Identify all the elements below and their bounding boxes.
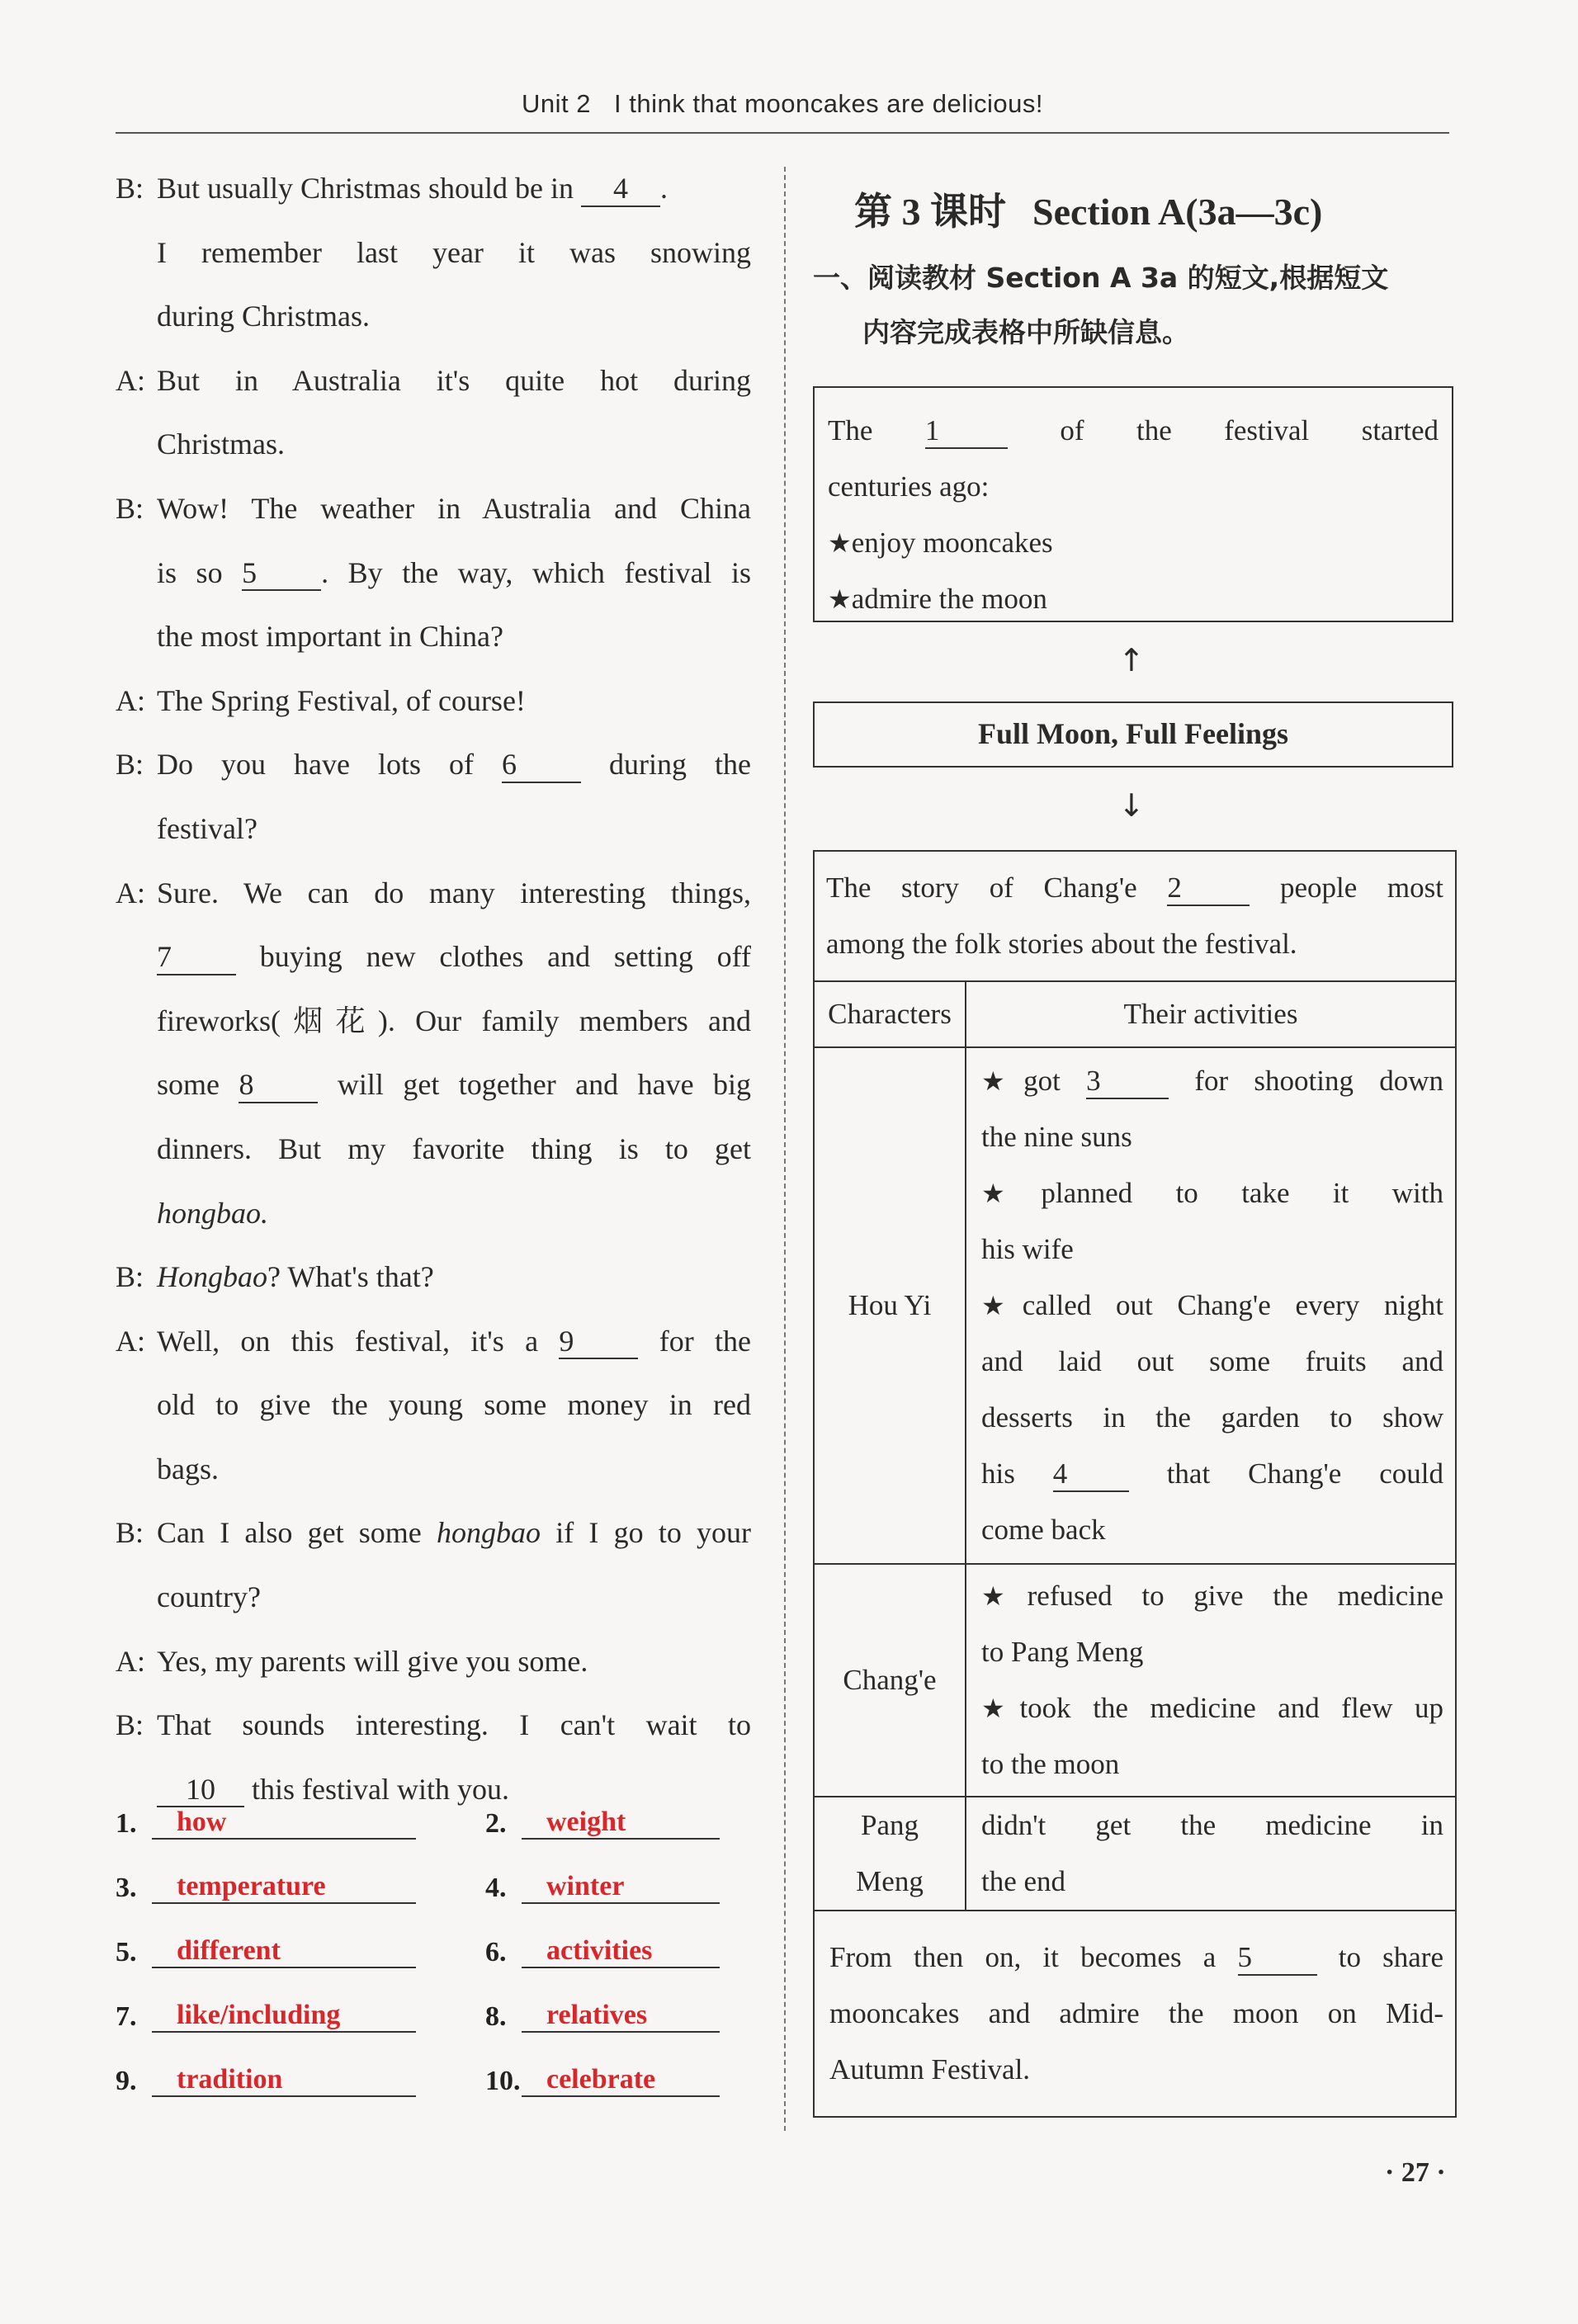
dialogue-line: Christmas. (157, 427, 286, 461)
column-header: Characters (814, 981, 966, 1047)
blank-4-table[interactable]: 4 (1053, 1458, 1129, 1492)
dialogue-line: during Christmas. (157, 300, 370, 333)
answer-row (116, 1934, 759, 1992)
answer-value[interactable]: winter (522, 1870, 720, 1904)
star-icon: ★ (981, 1693, 1020, 1724)
dialogue-line: A: But in Australia it's quite hot during (116, 363, 751, 397)
blank-2[interactable]: 2 (1167, 872, 1250, 906)
blank-1[interactable]: 1 (925, 415, 1008, 449)
dialogue-line: the most important in China? (157, 620, 503, 654)
blank-9[interactable]: 9 (559, 1325, 638, 1360)
character-name: Chang'e (814, 1564, 966, 1797)
character-name: Hou Yi (814, 1047, 966, 1564)
dialogue-line: hongbao. (157, 1196, 268, 1230)
answer-item: 7. like/including (116, 1999, 416, 2033)
dialogue-line: festival? (157, 811, 257, 845)
answer-row (116, 1806, 759, 1863)
dialogue-line: is so 5 . By the way, which festival is (116, 541, 751, 606)
arrow-up-icon: ↑ (1118, 642, 1145, 678)
answer-item: 1. how (116, 1806, 416, 1840)
dialogue-line: some 8 will get together and have big (116, 1053, 751, 1117)
instruction: 一、阅读教材 Section A 3a 的短文,根据短文 内容完成表格中所缺信息。 (813, 262, 1389, 348)
page-header (116, 89, 1449, 119)
blank-8[interactable]: 8 (239, 1069, 318, 1103)
dialogue-line: A: The Spring Festival, of course! (116, 683, 526, 717)
blank-3[interactable]: 3 (1086, 1065, 1169, 1099)
dialogue-line: country? (157, 1580, 261, 1614)
answer-item: 8. relatives (485, 1999, 720, 2033)
unit-title: I think that mooncakes are delicious! (614, 89, 1043, 118)
center-title: Full Moon, Full Feelings (813, 701, 1453, 768)
dialogue-line: B: Hongbao? What's that? (116, 1260, 434, 1294)
dialogue-line: B: Wow! The weather in Australia and China (116, 491, 751, 525)
star-icon: ★ (981, 1580, 1028, 1612)
column-header: Their activities (966, 981, 1456, 1047)
star-icon: ★ (981, 1065, 1024, 1097)
table-row: Hou Yi ★got 3 for shooting down the nine suns ★planned to take it with his wife ★called out Chang'e every night and laid out some fruits and desserts in the garden to show his 4 that Chang'e could come back (814, 1047, 1456, 1564)
answer-row (116, 2063, 759, 2121)
answer-item: 2. weight (485, 1806, 720, 1840)
dialogue-line: I remember last year it was snowing (157, 235, 751, 269)
dialogue-line: B: But usually Christmas should be in 4 . (116, 157, 751, 221)
answer-item: 10. celebrate (485, 2063, 720, 2097)
unit-label: Unit 2 (522, 89, 592, 118)
dialogue-line: fireworks(烟花). Our family members and (157, 1004, 751, 1037)
arrow-down-icon: ↓ (1118, 787, 1145, 824)
answer-value[interactable]: temperature (152, 1870, 416, 1904)
blank-5-table[interactable]: 5 (1238, 1942, 1317, 1976)
answer-item: 4. winter (485, 1870, 720, 1904)
answer-value[interactable]: celebrate (522, 2063, 720, 2097)
answer-item: 6. activities (485, 1934, 720, 1968)
lesson-title: 第 3 课时 Section A(3a—3c) (854, 191, 1323, 233)
dialogue (116, 157, 751, 1821)
page-number: · 27 · (1385, 2157, 1446, 2188)
table-row: Chang'e ★refused to give the medicine to Pang Meng ★took the medicine and flew up to the moon (814, 1564, 1456, 1797)
answer-item: 3. temperature (116, 1870, 416, 1904)
dialogue-line: 10 this festival with you. (116, 1758, 751, 1822)
answer-value[interactable]: activities (522, 1934, 720, 1968)
dialogue-line: A: Yes, my parents will give you some. (116, 1644, 588, 1678)
star-icon: ★ (981, 1178, 1042, 1209)
table-row: Pang Meng didn't get the medicine in the end (814, 1797, 1456, 1911)
story-table (813, 850, 1457, 2118)
blank-10[interactable]: 10 (157, 1774, 244, 1808)
answer-value[interactable]: like/including (152, 1999, 416, 2033)
answer-row (116, 1999, 759, 2057)
header-rule (116, 132, 1449, 134)
character-name: Pang Meng (814, 1797, 966, 1911)
blank-5[interactable]: 5 (242, 557, 321, 592)
table-row: From then on, it becomes a 5 to share mooncakes and admire the moon on Mid- Autumn Festival. (814, 1911, 1456, 2117)
star-icon: ★ (828, 527, 852, 559)
festival-origin-box: The 1 of the festival started centuries ago: ★enjoy mooncakes ★admire the moon (813, 386, 1453, 622)
dialogue-line: A: Sure. We can do many interesting things, (116, 876, 751, 909)
table-row: The story of Chang'e 2 people most among the folk stories about the festival. (814, 851, 1456, 981)
column-divider (784, 167, 786, 2131)
table-header-row (814, 981, 1456, 1047)
blank-6[interactable]: 6 (502, 749, 581, 783)
answer-value[interactable]: weight (522, 1806, 720, 1840)
answer-value[interactable]: different (152, 1934, 416, 1968)
dialogue-line: B: Can I also get some hongbao if I go to your (116, 1516, 752, 1550)
star-icon: ★ (981, 1290, 1023, 1321)
star-icon: ★ (828, 583, 852, 615)
dialogue-line: A: Well, on this festival, it's a 9 for the (116, 1310, 751, 1374)
blank-4[interactable]: 4 (581, 172, 660, 207)
dialogue-line: 7 buying new clothes and setting off (116, 925, 751, 990)
answer-row (116, 1870, 759, 1928)
dialogue-line: B: Do you have lots of 6 during the (116, 733, 751, 797)
dialogue-line: dinners. But my favorite thing is to get (157, 1131, 751, 1165)
answer-value[interactable]: tradition (152, 2063, 416, 2097)
answer-value[interactable]: how (152, 1806, 416, 1840)
dialogue-line: B: That sounds interesting. I can't wait to (116, 1708, 751, 1742)
answer-item: 9. tradition (116, 2063, 416, 2097)
dialogue-line: bags. (157, 1452, 219, 1486)
answer-value[interactable]: relatives (522, 1999, 720, 2033)
lesson-section (813, 173, 1453, 2085)
blank-7[interactable]: 7 (157, 941, 236, 975)
answer-item: 5. different (116, 1934, 416, 1968)
dialogue-line: old to give the young some money in red (157, 1388, 751, 1422)
